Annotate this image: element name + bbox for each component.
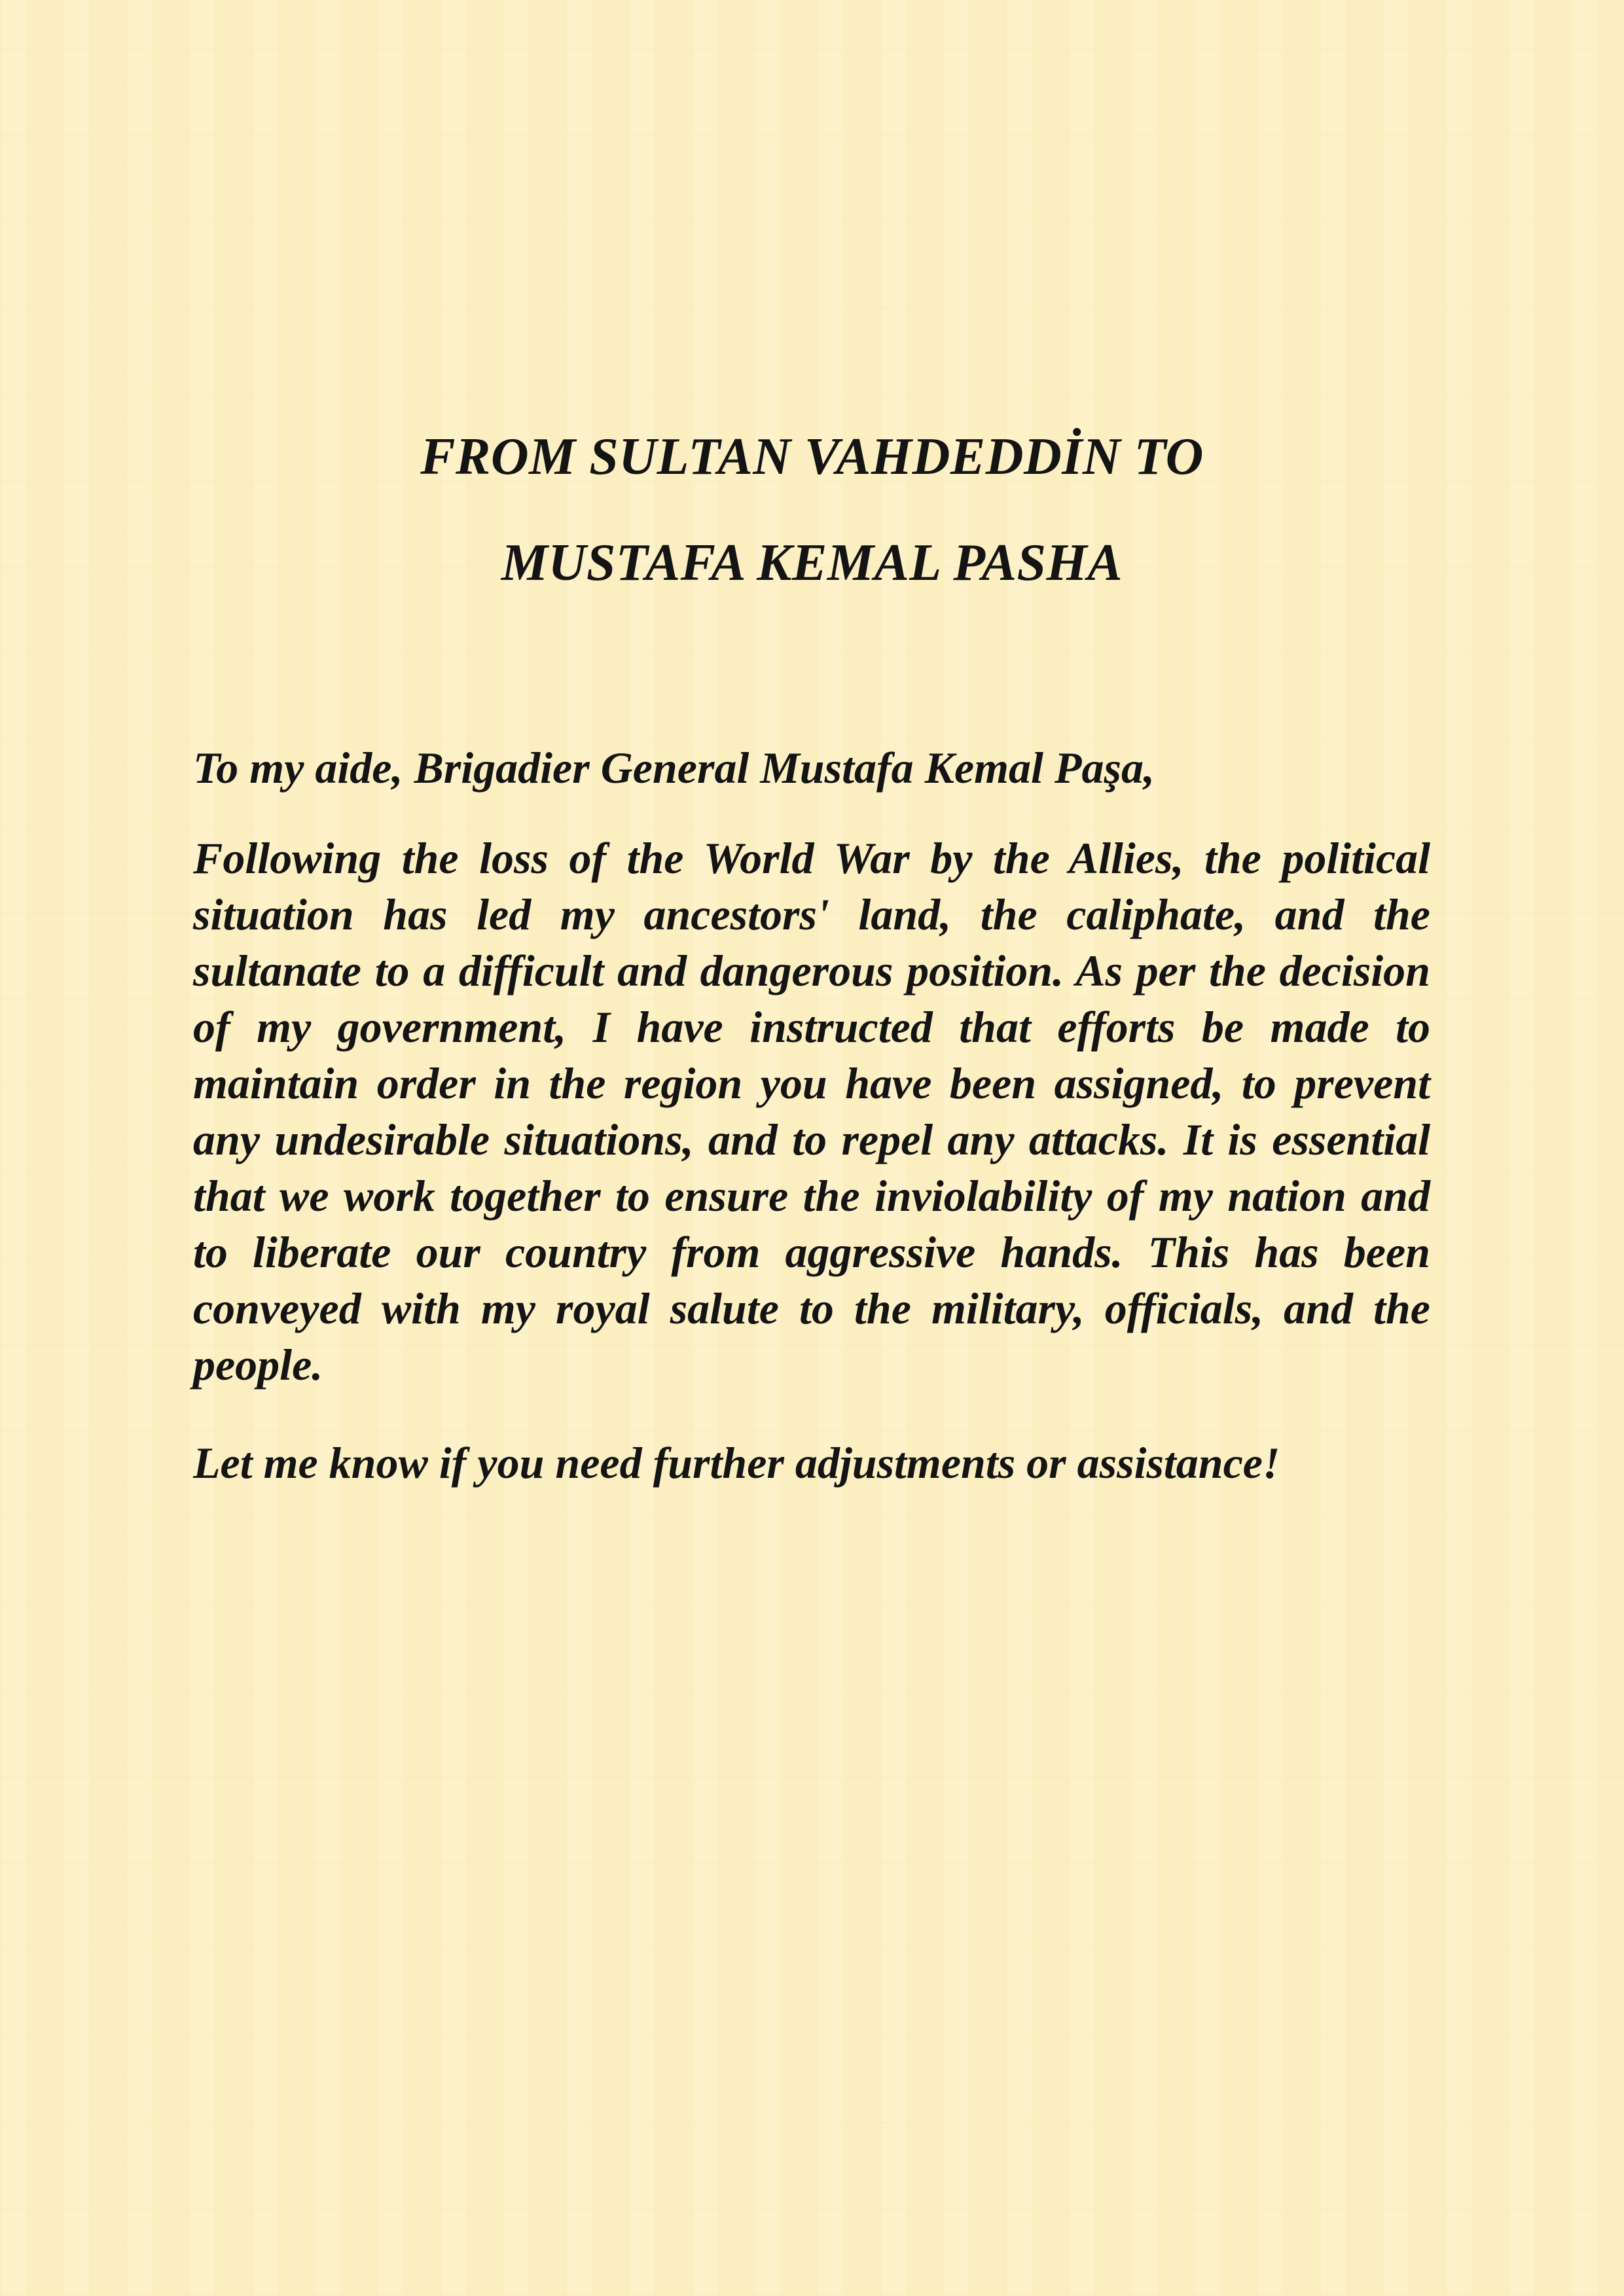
title-line-1: FROM SULTAN VAHDEDDİN TO [420, 428, 1204, 486]
salutation: To my aide, Brigadier General Mustafa Kemal Paşa, [193, 743, 1155, 793]
letter-body-paragraph: Following the loss of the World War by the Allies, the political situation has led my ancestors' land, the caliphate, and the sultanate to a difficult and dangerous position. As per the decision of my government, I have instructed that efforts be made to maintain order in the region you have been assigned, to prevent any undesirable situations, and to repel any attacks. It is essential that we work together to ensure the inviolability of my nation and to liberate our country from aggressive hands. This has been conveyed with my royal salute to the military, officials, and the people. [193, 833, 1430, 1390]
title-line-2: MUSTAFA KEMAL PASHA [501, 534, 1123, 592]
closing-line: Let me know if you need further adjustments or assistance! [193, 1438, 1280, 1488]
